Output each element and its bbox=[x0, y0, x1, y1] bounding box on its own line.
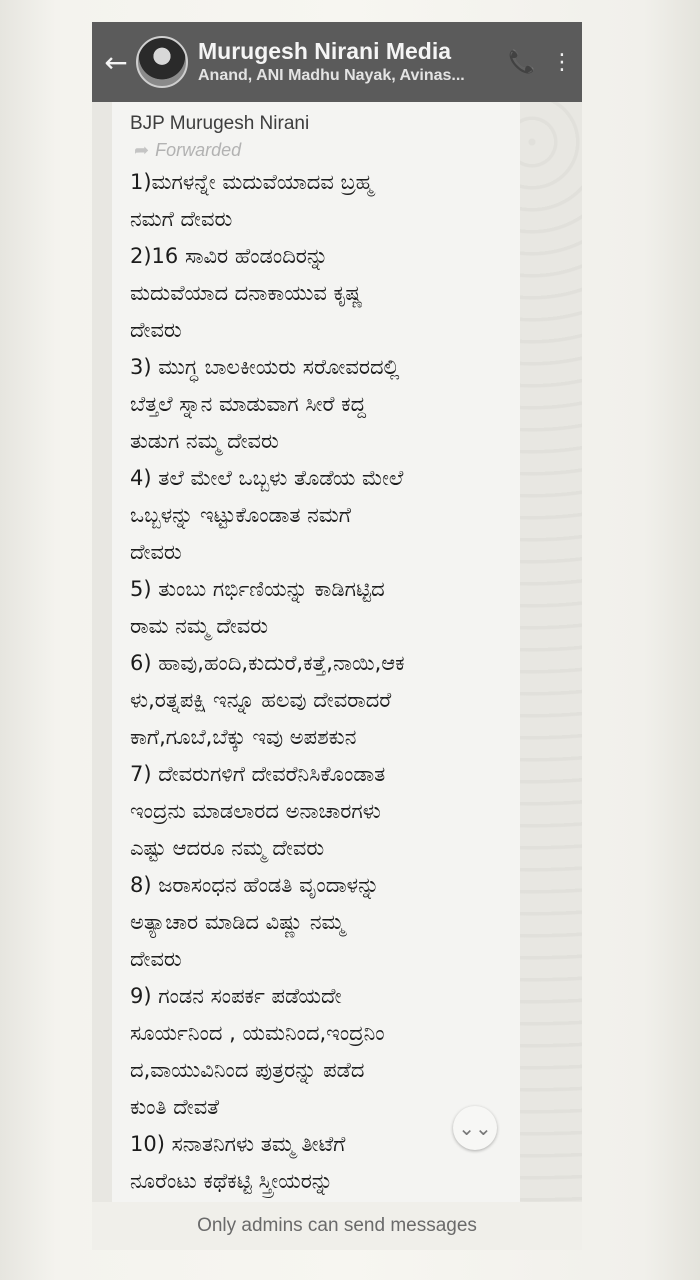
message-line: 4) ತಲೆ ಮೇಲೆ ಒಬ್ಬಳು ತೊಡೆಯ ಮೇಲೆ bbox=[130, 466, 404, 490]
message-line: ರಾಮ ನಮ್ಮ ದೇವರು bbox=[130, 614, 269, 638]
group-members: Anand, ANI Madhu Nayak, Avinas... bbox=[198, 67, 465, 84]
admins-only-notice: Only admins can send messages bbox=[92, 1202, 582, 1250]
chat-messages[interactable] bbox=[92, 102, 582, 1202]
message-line: ಕಾಗೆ,ಗೂಬೆ,ಬೆಕ್ಕು ಇವು ಅಪಶಕುನ bbox=[130, 725, 357, 749]
message-line: ಬೆತ್ತಲೆ ಸ್ನಾನ ಮಾಡುವಾಗ ಸೀರೆ ಕದ್ದ bbox=[130, 392, 367, 416]
message-line: ಮದುವೆಯಾದ ದನಾಕಾಯುವ ಕೃಷ್ಣ bbox=[130, 281, 363, 305]
message-line: 9) ಗಂಡನ ಸಂಪರ್ಕ ಪಡೆಯದೇ bbox=[130, 984, 342, 1008]
message-line: ಒಬ್ಬಳನ್ನು ಇಟ್ಟುಕೊಂಡಾತ ನಮಗೆ bbox=[130, 503, 351, 527]
message-line: ಎಷ್ಟು ಆದರೂ ನಮ್ಮ ದೇವರು bbox=[130, 836, 325, 860]
message-line: ನೂರೆಂಟು ಕಥೆಕಟ್ಟಿ ಸ್ತ್ರೀಯರನ್ನು bbox=[130, 1169, 334, 1193]
back-arrow-icon[interactable]: ← bbox=[104, 45, 128, 79]
message-line: ನಮಗೆ ದೇವರು bbox=[130, 207, 233, 231]
message-line: 8) ಜರಾಸಂಧನ ಹೆಂಡತಿ ವೃಂದಾಳನ್ನು bbox=[130, 873, 380, 897]
forwarded-text: Forwarded bbox=[155, 140, 242, 160]
group-title: Murugesh Nirani Media bbox=[198, 38, 452, 64]
chat-header bbox=[92, 22, 582, 102]
message-line: ಸೂರ್ಯನಿಂದ , ಯಮನಿಂದ,ಇಂದ್ರನಿಂ bbox=[130, 1021, 385, 1045]
forwarded-label bbox=[134, 136, 506, 164]
message-line: 5) ತುಂಬು ಗರ್ಭಿಣಿಯನ್ನು ಕಾಡಿಗಟ್ಟಿದ bbox=[130, 577, 385, 601]
forward-arrow-icon: ➦ bbox=[134, 140, 150, 160]
message-line: ಕುಂತಿ ದೇವತೆ bbox=[130, 1095, 220, 1119]
message-line: ದೇವರು bbox=[130, 540, 182, 564]
group-avatar[interactable] bbox=[136, 36, 188, 88]
message-line: 1)ಮಗಳನ್ನೇ ಮದುವೆಯಾದವ ಬ್ರಹ್ಮ bbox=[130, 170, 374, 194]
message-line: ತುಡುಗ ನಮ್ಮ ದೇವರು bbox=[130, 429, 279, 453]
message-bubble[interactable] bbox=[112, 102, 520, 1202]
message-line: ಳು,ರತ್ನಪಕ್ಷಿ ಇನ್ನೂ ಹಲವು ದೇವರಾದರೆ bbox=[130, 688, 392, 712]
add-call-icon[interactable]: 📞 bbox=[508, 49, 536, 75]
message-sender[interactable]: BJP Murugesh Nirani bbox=[130, 113, 310, 134]
message-line: ದೇವರು bbox=[130, 947, 182, 971]
message-line: 2)16 ಸಾವಿರ ಹೆಂಡಂದಿರನ್ನು bbox=[130, 244, 329, 268]
message-line: 6) ಹಾವು,ಹಂದಿ,ಕುದುರೆ,ಕತ್ತೆ,ನಾಯಿ,ಆಕ bbox=[130, 651, 405, 675]
message-line: 7) ದೇವರುಗಳಿಗೆ ದೇವರೆನಿಸಿಕೊಂಡಾತ bbox=[130, 762, 386, 786]
more-options-icon[interactable]: ⋮ bbox=[551, 49, 573, 75]
message-line: 3) ಮುಗ್ಧ ಬಾಲಕೀಯರು ಸರೋವರದಲ್ಲಿ bbox=[130, 355, 400, 379]
scroll-down-icon[interactable]: ⌄⌄ bbox=[453, 1106, 497, 1150]
message-text bbox=[130, 164, 506, 1200]
message-line: ಅತ್ಯಾಚಾರ ಮಾಡಿದ ವಿಷ್ಣು ನಮ್ಮ bbox=[130, 910, 345, 934]
message-line: ದ,ವಾಯುವಿನಿಂದ ಪುತ್ರರನ್ನು ಪಡೆದ bbox=[130, 1058, 365, 1082]
chat-screen bbox=[92, 22, 582, 1250]
message-line: 10) ಸನಾತನಿಗಳು ತಮ್ಮ ತೀಟೆಗೆ bbox=[130, 1132, 346, 1156]
message-line: ಇಂದ್ರನು ಮಾಡಲಾರದ ಅನಾಚಾರಗಳು bbox=[130, 799, 381, 823]
header-titles[interactable] bbox=[198, 37, 502, 87]
message-line: ದೇವರು bbox=[130, 318, 182, 342]
